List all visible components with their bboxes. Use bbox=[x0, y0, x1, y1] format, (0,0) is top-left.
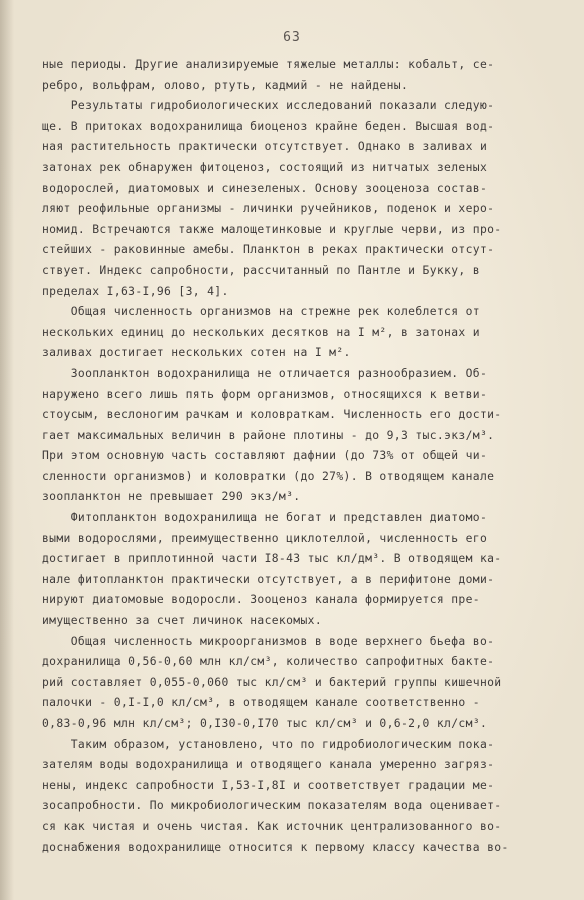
text-line: сленности организмов) и коловратки (до 27%). В отводящем канале bbox=[42, 468, 495, 483]
text-line: достигает в приплотинной части I8-43 тыс кл/дм³. В отводящем ка- bbox=[42, 551, 502, 566]
text-line: При этом основную часть составляют дафнии (до 73% от общей чи- bbox=[42, 448, 488, 463]
text-line: рий составляет 0,055-0,060 тыс кл/см³ и бактерий группы кишечной bbox=[42, 674, 502, 689]
text-line: номид. Встречаются также малощетинковые и круглые черви, из про- bbox=[42, 221, 502, 236]
text-line: водорослей, диатомовых и синезеленых. Основу зооценоза состав- bbox=[42, 180, 488, 195]
paragraph bbox=[42, 734, 520, 858]
text-line: ные периоды. Другие анализируемые тяжелые металлы: кобальт, се- bbox=[42, 57, 495, 71]
text-line: ребро, вольфрам, олово, ртуть, кадмий - не найдены. bbox=[42, 77, 409, 92]
text-line: гает максимальных величин в районе плотины - до 9,3 тыс.экз/м³. bbox=[42, 427, 495, 442]
text-line: заливах достигает нескольких сотен на I м². bbox=[42, 345, 351, 360]
page-number: 63 bbox=[283, 30, 301, 45]
text-line: имущественно за счет личинок насекомых. bbox=[42, 613, 323, 628]
paragraph bbox=[42, 301, 520, 363]
text-line: Зоопланктон водохранилища не отличается разнообразием. Об- bbox=[42, 365, 488, 380]
text-line: ляют реофильные организмы - личинки ручейников, поденок и херо- bbox=[42, 201, 495, 216]
text-line: нескольких единиц до нескольких десятков на I м², в затонах и bbox=[42, 324, 480, 339]
text-line: палочки - 0,I-I,0 кл/см³, в отводящем канале соответственно - bbox=[42, 695, 480, 710]
text-line: Результаты гидробиологических исследований показали следую- bbox=[42, 98, 495, 113]
paragraph bbox=[42, 95, 520, 301]
text-line: затонах рек обнаружен фитоценоз, состоящий из нитчатых зеленых bbox=[42, 159, 488, 174]
text-line: зосапробности. По микробиологическим показателям вода оценивает- bbox=[42, 798, 502, 813]
text-line: доснабжения водохранилище относится к первому классу качества во- bbox=[42, 839, 509, 854]
paragraph bbox=[42, 363, 520, 507]
text-line: Фитопланктон водохранилища не богат и представлен диатомо- bbox=[42, 510, 488, 525]
paragraph bbox=[42, 631, 520, 734]
text-line: ще. В притоках водохранилища биоценоз крайне беден. Высшая вод- bbox=[42, 118, 495, 133]
text-line: наружено всего лишь пять форм организмов, относящихся к ветви- bbox=[42, 386, 488, 401]
text-line: выми водорослями, преимущественно циклотеллой, численность его bbox=[42, 530, 488, 545]
text-line: ствует. Индекс сапробности, рассчитанный по Пантле и Букку, в bbox=[42, 262, 480, 277]
text-line: нены, индекс сапробности I,53-I,8I и соответствует градации ме- bbox=[42, 777, 495, 792]
text-line: нале фитопланктон практически отсутствует, а в перифитоне доми- bbox=[42, 571, 495, 586]
text-line: ся как чистая и очень чистая. Как источник централизованного во- bbox=[42, 818, 502, 833]
text-line: стейших - раковинные амебы. Планктон в реках практически отсут- bbox=[42, 242, 495, 257]
text-line: стоусым, веслоногим рачкам и коловраткам. Численность его дости- bbox=[42, 407, 502, 422]
paragraph bbox=[42, 507, 520, 631]
text-line: Общая численность организмов на стрежне рек колеблется от bbox=[42, 304, 480, 319]
body-text bbox=[42, 54, 520, 857]
text-line: Общая численность микроорганизмов в воде верхнего бьефа во- bbox=[42, 633, 495, 648]
text-line: дохранилища 0,56-0,60 млн кл/см³, количество сапрофитных бакте- bbox=[42, 654, 495, 669]
text-line: Таким образом, установлено, что по гидробиологическим пока- bbox=[42, 736, 495, 751]
text-line: 0,83-0,96 млн кл/см³; 0,I30-0,I70 тыс кл/см³ и 0,6-2,0 кл/см³. bbox=[42, 716, 488, 730]
text-line: пределах I,63-I,96 [3, 4]. bbox=[42, 283, 229, 298]
text-line: зоопланктон не превышает 290 экз/м³. bbox=[42, 489, 301, 504]
text-line: нируют диатомовые водоросли. Зооценоз канала формируется пре- bbox=[42, 592, 480, 607]
paragraph bbox=[42, 54, 520, 95]
page-edge-shadow bbox=[0, 0, 14, 900]
text-line: ная растительность практически отсутствует. Однако в заливах и bbox=[42, 139, 488, 154]
text-line: зателям воды водохранилища и отводящего канала умеренно загряз- bbox=[42, 757, 495, 772]
